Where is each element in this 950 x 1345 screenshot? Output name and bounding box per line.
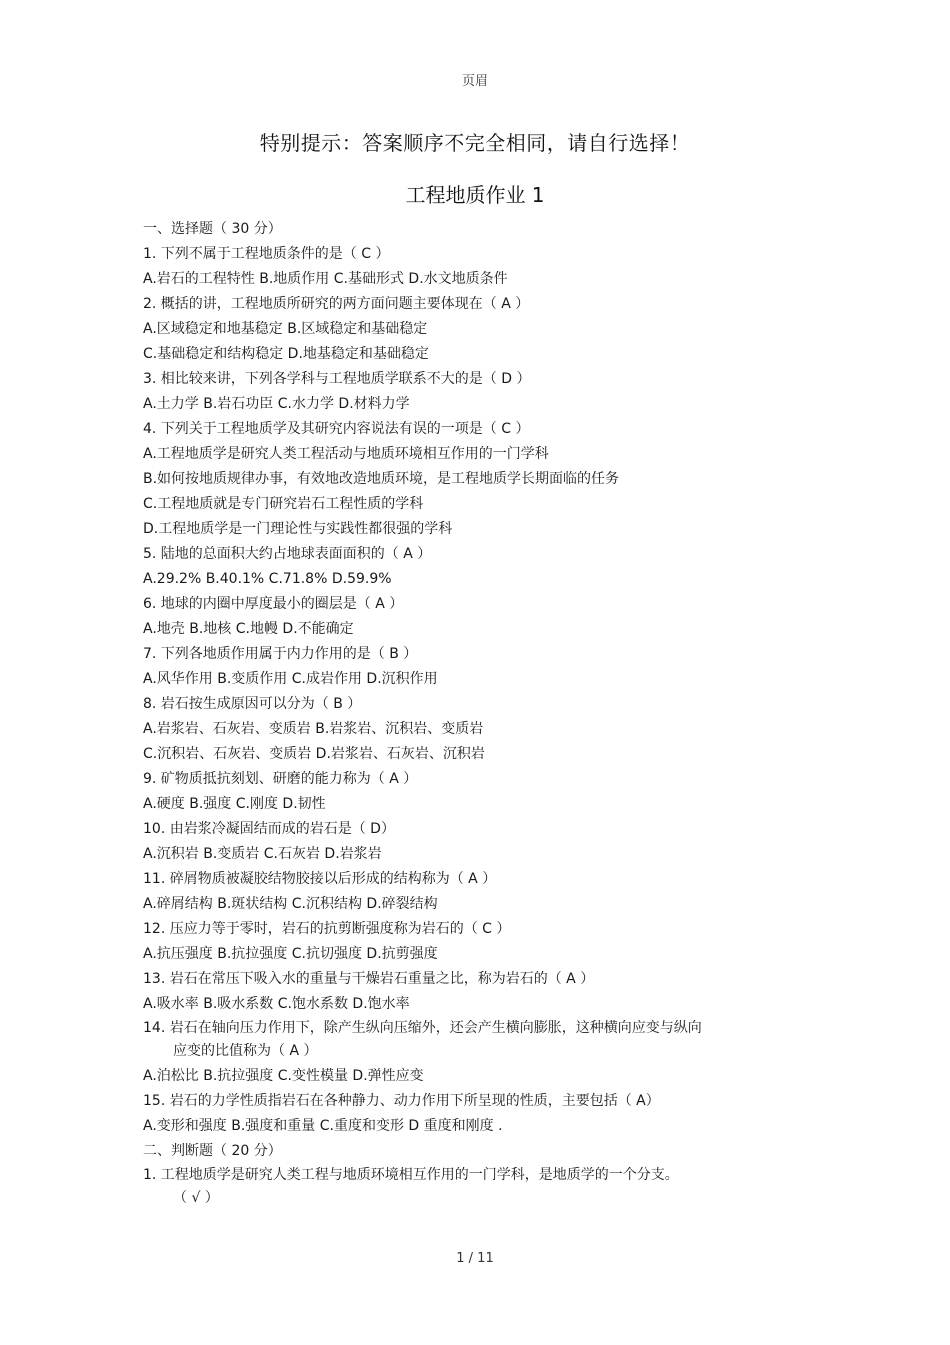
text-line: 7. 下列各地质作用属于内力作用的是（ B ） [143, 646, 418, 662]
text-line: 应变的比值称为（ A ） [173, 1043, 318, 1059]
text-line: 10. 由岩浆冷凝固结而成的岩石是（ D） [143, 821, 395, 837]
text-line: A.岩浆岩、石灰岩、变质岩 B.岩浆岩、沉积岩、变质岩 [143, 721, 484, 737]
text-line: 一、选择题（ 30 分） [143, 221, 282, 237]
text-line: 6. 地球的内圈中厚度最小的圈层是（ A ） [143, 596, 404, 612]
page-number: 1 / 11 [456, 1251, 494, 1266]
text-line: D.工程地质学是一门理论性与实践性都很强的学科 [143, 521, 453, 537]
text-line: （ √ ） [173, 1190, 219, 1206]
text-line: A.泊松比 B.抗拉强度 C.变性模量 D.弹性应变 [143, 1068, 424, 1084]
text-line: A.地壳 B.地核 C.地幔 D.不能确定 [143, 621, 354, 637]
text-line: A.工程地质学是研究人类工程活动与地质环境相互作用的一门学科 [143, 446, 549, 462]
text-line: 4. 下列关于工程地质学及其研究内容说法有误的一项是（ C ） [143, 421, 530, 437]
text-line: A.碎屑结构 B.斑状结构 C.沉积结构 D.碎裂结构 [143, 896, 438, 912]
text-line: A.沉积岩 B.变质岩 C.石灰岩 D.岩浆岩 [143, 846, 382, 862]
text-line: A.抗压强度 B.抗拉强度 C.抗切强度 D.抗剪强度 [143, 946, 438, 962]
text-line: A.硬度 B.强度 C.刚度 D.韧性 [143, 796, 326, 812]
document-title: 工程地质作业 1 [405, 183, 545, 207]
text-line: C.工程地质就是专门研究岩石工程性质的学科 [143, 496, 424, 512]
text-line: 二、判断题（ 20 分） [143, 1143, 282, 1159]
text-line: A.岩石的工程特性 B.地质作用 C.基础形式 D.水文地质条件 [143, 271, 508, 287]
document-body [143, 217, 783, 1211]
page-header: 页眉 [461, 74, 488, 89]
text-line: 9. 矿物质抵抗刻划、研磨的能力称为（ A ） [143, 771, 418, 787]
text-line: A.风华作用 B.变质作用 C.成岩作用 D.沉积作用 [143, 671, 438, 687]
text-line: 12. 压应力等于零时，岩石的抗剪断强度称为岩石的（ C ） [143, 921, 511, 937]
text-line: C.沉积岩、石灰岩、变质岩 D.岩浆岩、石灰岩、沉积岩 [143, 746, 485, 762]
text-line: 15. 岩石的力学性质指岩石在各种静力、动力作用下所呈现的性质，主要包括（ A） [143, 1093, 660, 1109]
text-line: A.区域稳定和地基稳定 B.区域稳定和基础稳定 [143, 321, 428, 337]
text-line: A.吸水率 B.吸水系数 C.饱水系数 D.饱水率 [143, 996, 410, 1012]
text-line: 3. 相比较来讲，下列各学科与工程地质学联系不大的是（ D ） [143, 371, 531, 387]
notice-heading: 特别提示：答案顺序不完全相同，请自行选择！ [259, 131, 691, 155]
text-line: A.29.2% B.40.1% C.71.8% D.59.9% [143, 571, 392, 587]
text-line: 14. 岩石在轴向压力作用下，除产生纵向压缩外，还会产生横向膨胀，这种横向应变与纵向 [143, 1020, 702, 1036]
text-line: 8. 岩石按生成原因可以分为（ B ） [143, 696, 362, 712]
text-line: 2. 概括的讲，工程地质所研究的两方面问题主要体现在（ A ） [143, 296, 530, 312]
text-line: 11. 碎屑物质被凝胶结物胶接以后形成的结构称为（ A ） [143, 871, 497, 887]
text-line: 1. 下列不属于工程地质条件的是（ C ） [143, 246, 390, 262]
text-line: 13. 岩石在常压下吸入水的重量与干燥岩石重量之比，称为岩石的（ A ） [143, 971, 595, 987]
text-line: 1. 工程地质学是研究人类工程与地质环境相互作用的一门学科，是地质学的一个分支。 [143, 1167, 679, 1183]
text-line: A.变形和强度 B.强度和重量 C.重度和变形 D 重度和刚度 . [143, 1118, 503, 1134]
text-line: 5. 陆地的总面积大约占地球表面面积的（ A ） [143, 546, 432, 562]
text-line: A.土力学 B.岩石功臣 C.水力学 D.材料力学 [143, 396, 410, 412]
text-line: C.基础稳定和结构稳定 D.地基稳定和基础稳定 [143, 346, 429, 362]
text-line: B.如何按地质规律办事，有效地改造地质环境，是工程地质学长期面临的任务 [143, 471, 620, 487]
